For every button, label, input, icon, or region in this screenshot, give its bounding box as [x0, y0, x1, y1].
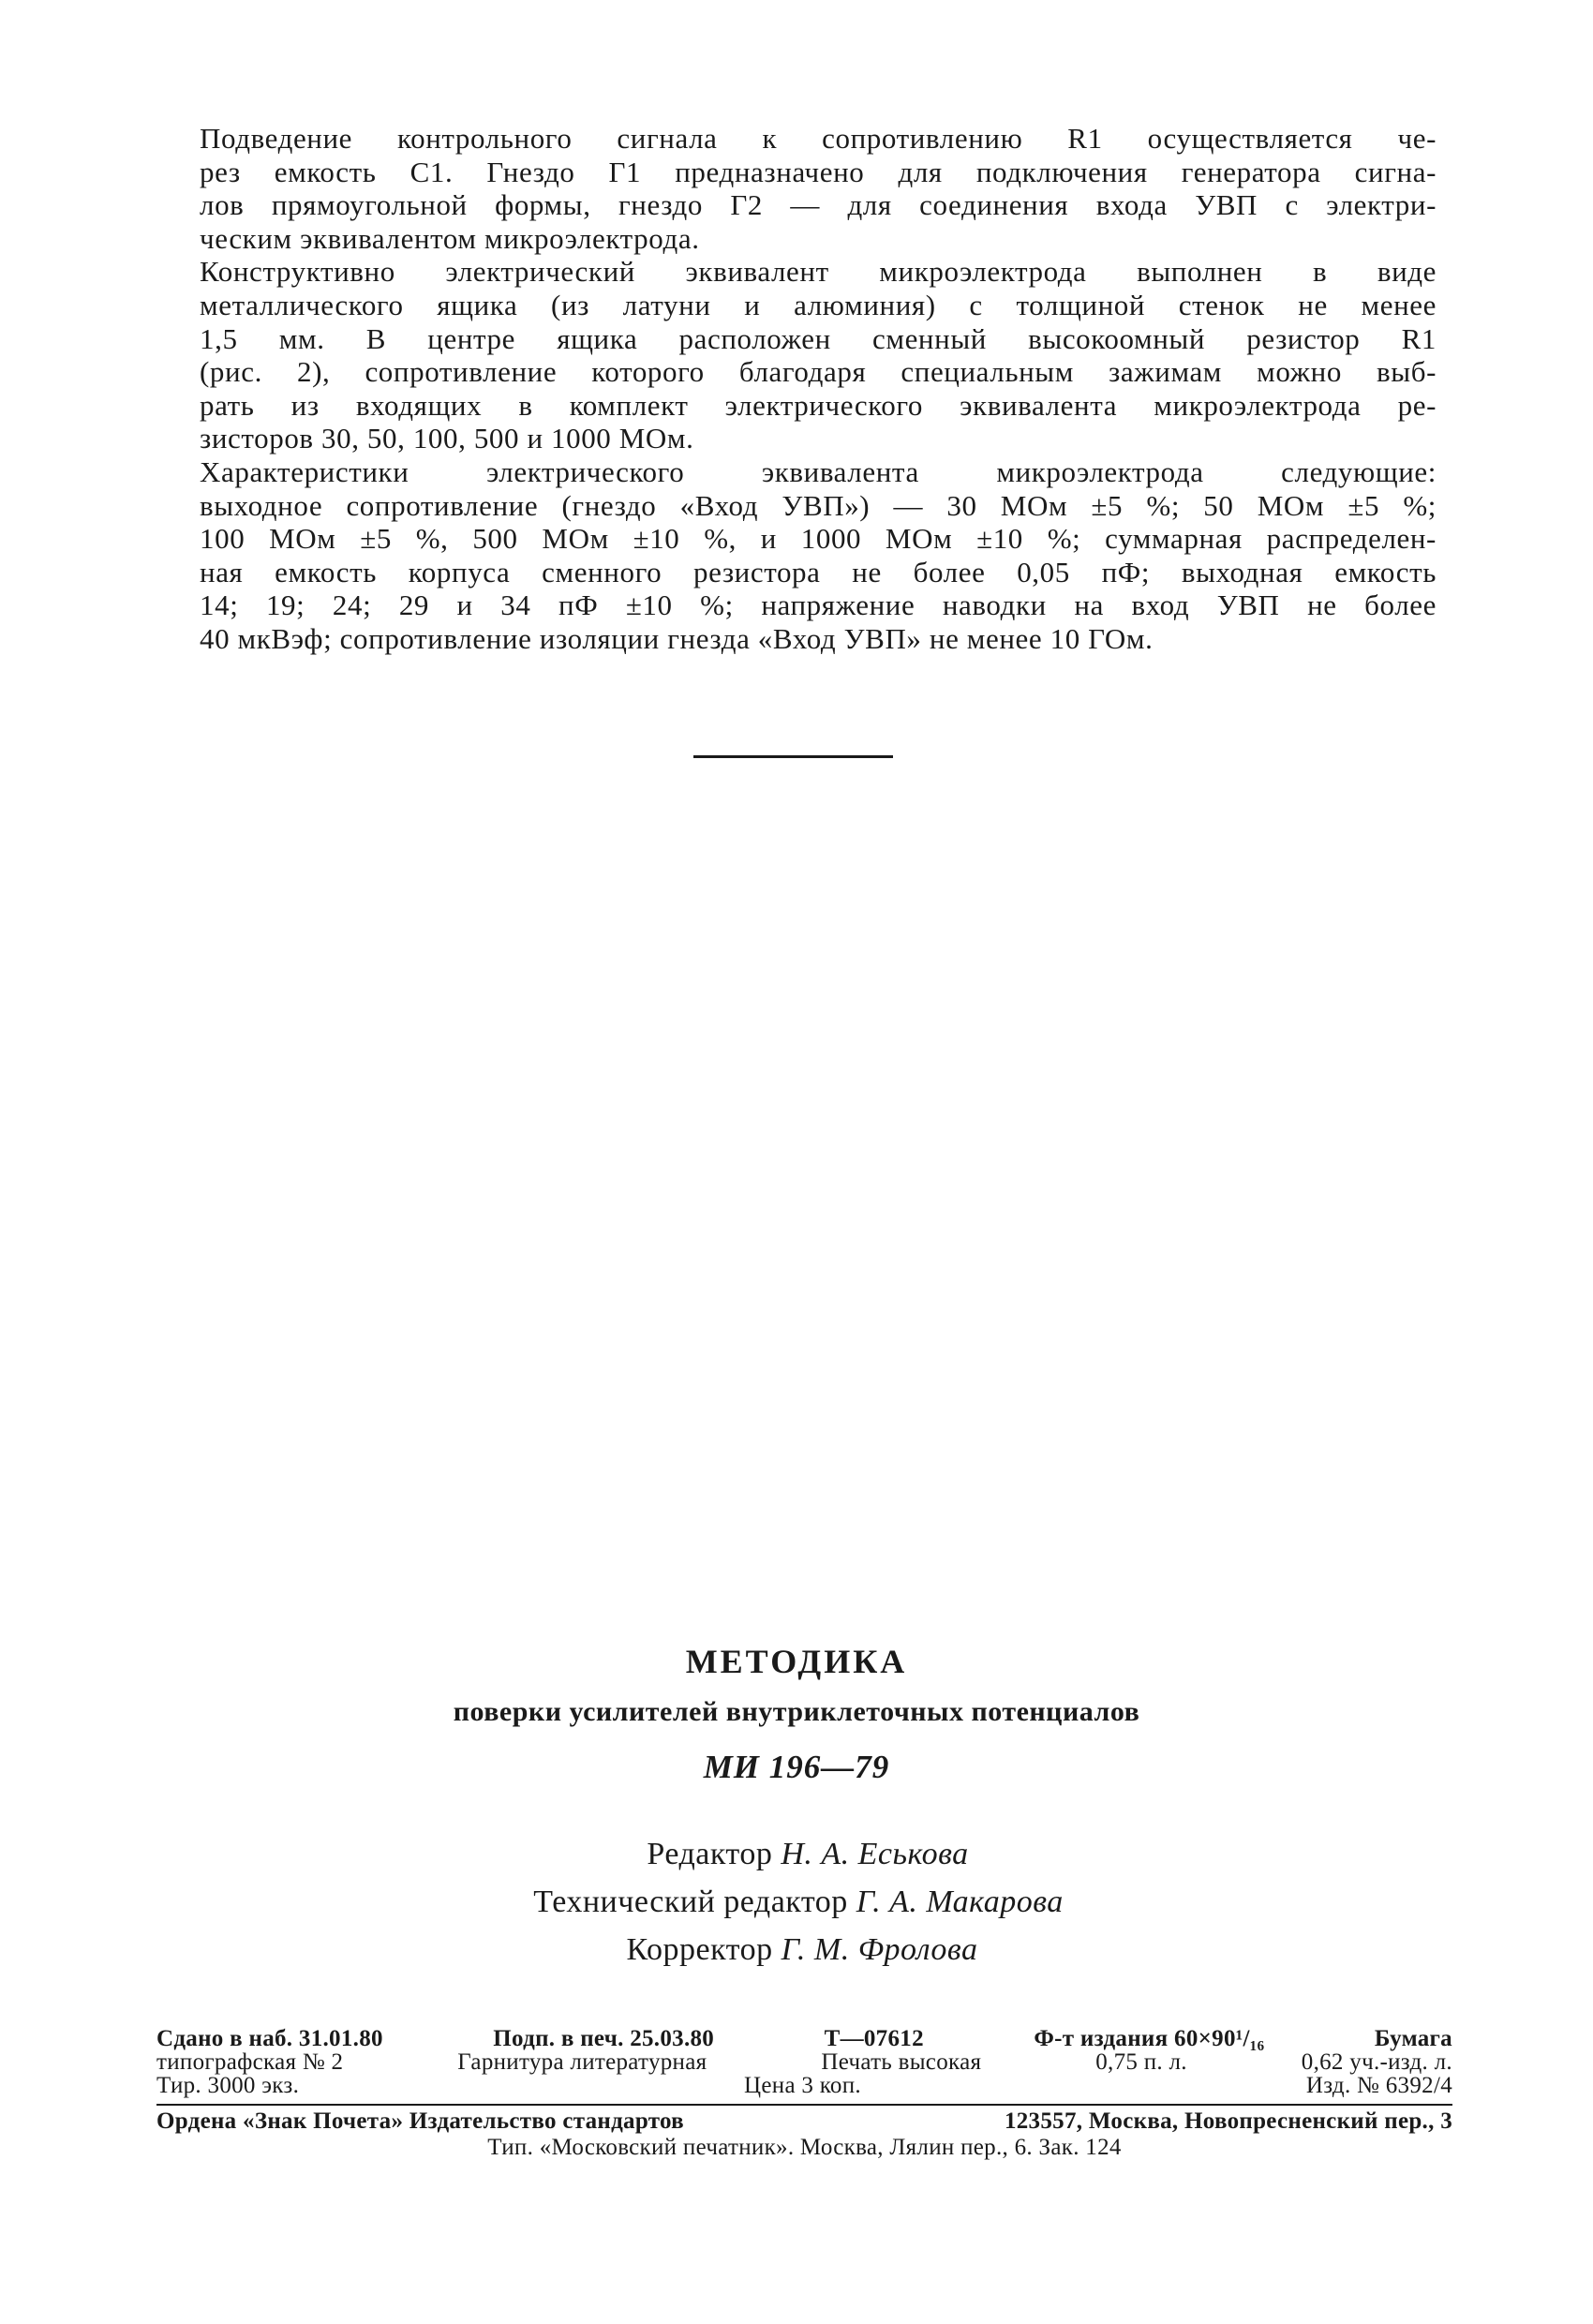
paragraph-construction: [200, 255, 1437, 455]
print-data-cell: Подп. в печ. 25.03.80: [493, 2026, 715, 2051]
publisher-info: [156, 2108, 1452, 2161]
print-data-row: [156, 2027, 1452, 2050]
text-line: 1,5 мм. В центре ящика расположен сменный высокоомный резистор R1: [200, 321, 1437, 355]
staff-name: Н. А. Еськова: [781, 1837, 969, 1871]
print-data-cell: 0,62 уч.-изд. л.: [1301, 2049, 1452, 2075]
text-line: рать из входящих в комплект электрического эквивалента микроэлектрода ре-: [200, 388, 1437, 422]
print-data-row: [156, 2074, 1452, 2097]
imprint-title: МЕТОДИКА: [685, 1643, 908, 1680]
print-data-row: [156, 2050, 1452, 2074]
text-line: 40 мкВэф; сопротивление изоляции гнезда «Вход УВП» не менее 10 ГОм.: [200, 621, 1154, 655]
print-data-cell: Цена 3 коп.: [744, 2073, 861, 2098]
print-data-cell: Печать высокая: [821, 2049, 982, 2075]
text-line: лов прямоугольной формы, гнездо Г2 — для соединения входа УВП с электри-: [200, 188, 1437, 222]
staff-label: Редактор: [647, 1837, 773, 1871]
text-line: ческим эквивалентом микроэлектрода.: [200, 221, 700, 255]
staff-corrector: [6, 1932, 1593, 1968]
section-divider: [693, 755, 893, 758]
text-line: рез емкость C1. Гнездо Г1 предназначено для подключения генератора сигна-: [200, 155, 1437, 188]
text-line: ная емкость корпуса сменного резистора не более 0,05 пФ; выходная емкость: [200, 555, 1437, 588]
print-data-cell: Ф-т издания 60×90¹/₁₆: [1034, 2026, 1265, 2051]
staff-editor: [11, 1837, 1593, 1872]
text-line: 100 МОм ±5 %, 500 МОм ±10 %, и 1000 МОм ±10 %; суммарная распределен-: [200, 522, 1437, 556]
print-data: [156, 2027, 1452, 2097]
text-line: металлического ящика (из латуни и алюминия) с толщиной стенок не менее: [200, 288, 1437, 321]
print-data-cell: Гарнитура литературная: [457, 2049, 707, 2075]
printer-info: Тип. «Московский печатник». Москва, Лялин пер., 6. Зак. 124: [487, 2135, 1122, 2160]
print-data-cell: типографская № 2: [156, 2049, 344, 2075]
print-data-cell: Изд. № 6392/4: [1305, 2073, 1452, 2098]
body-text: [200, 122, 1437, 656]
publisher-row: [156, 2108, 1452, 2135]
staff-label: Технический редактор: [533, 1885, 848, 1919]
staff-tech-editor: [2, 1885, 1593, 1920]
print-data-cell: Т—07612: [824, 2026, 924, 2051]
print-data-cell: Сдано в наб. 31.01.80: [156, 2026, 383, 2051]
publisher-address: 123557, Москва, Новопресненский пер., 3: [1004, 2108, 1452, 2134]
print-data-cell: Тир. 3000 экз.: [156, 2073, 300, 2098]
paragraph-characteristics: [200, 455, 1437, 656]
imprint-separator: [156, 2104, 1452, 2106]
print-data-cell: 0,75 п. л.: [1095, 2049, 1187, 2075]
text-line: зисторов 30, 50, 100, 500 и 1000 МОм.: [200, 422, 694, 455]
text-line: выходное сопротивление (гнездо «Вход УВП») — 30 МОм ±5 %; 50 МОм ±5 %;: [200, 488, 1437, 522]
text-line: Подведение контрольного сигнала к сопротивлению R1 осуществляется че-: [200, 122, 1437, 155]
paragraph-signal-input: [200, 122, 1437, 255]
imprint-code: МИ 196—79: [703, 1749, 890, 1785]
text-line: Конструктивно электрический эквивалент микроэлектрода выполнен в виде: [200, 255, 1437, 289]
text-line: Характеристики электрического эквивалента микроэлектрода следующие:: [200, 454, 1437, 488]
staff-name: Г. М. Фролова: [781, 1932, 978, 1967]
print-data-cell: Бумага: [1374, 2026, 1452, 2051]
staff-label: Корректор: [626, 1932, 773, 1967]
publisher-name: Ордена «Знак Почета» Издательство стандартов: [156, 2108, 684, 2134]
text-line: 14; 19; 24; 29 и 34 пФ ±10 %; напряжение наводки на вход УВП не более: [200, 588, 1437, 622]
staff-name: Г. А. Макарова: [856, 1885, 1064, 1919]
text-line: (рис. 2), сопротивление которого благодаря специальным зажимам можно выб-: [200, 355, 1437, 389]
imprint-subtitle: поверки усилителей внутриклеточных потенциалов: [453, 1696, 1140, 1727]
